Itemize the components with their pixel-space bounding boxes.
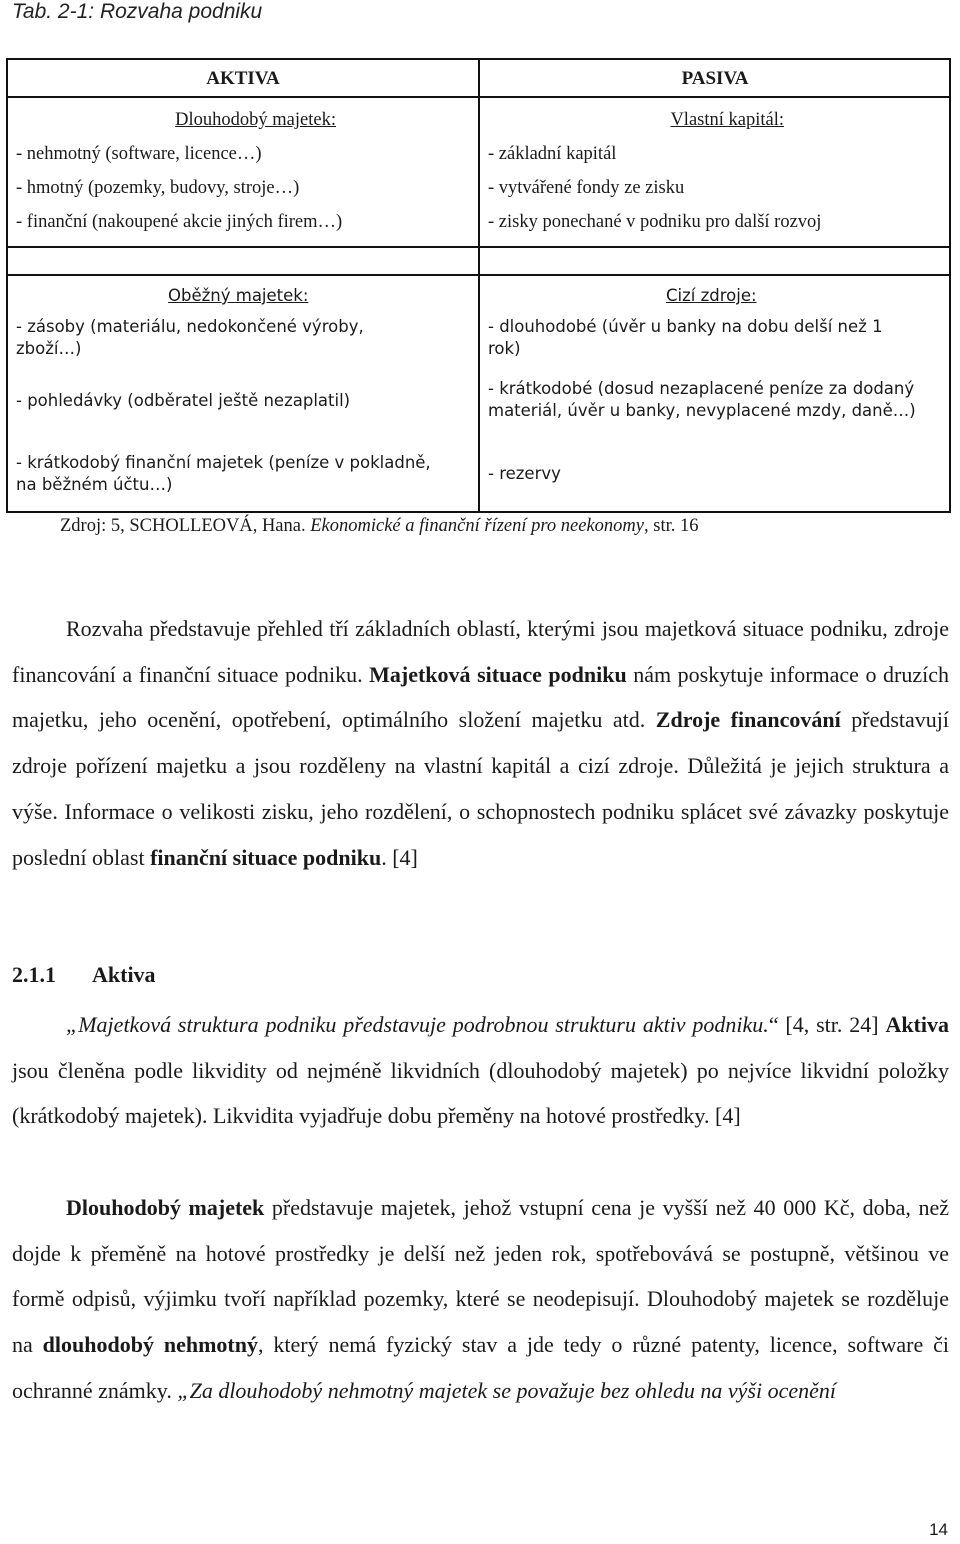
aktiva-header: AKTIVA: [206, 68, 280, 89]
obezny-item: - zásoby (materiálu, nedokončené výroby,: [16, 317, 364, 336]
paragraph-aktiva: [12, 1002, 949, 1139]
obezny-item-cont: zboží…): [16, 339, 82, 358]
table-caption: Tab. 2-1: Rozvaha podniku: [12, 0, 263, 23]
cizi-item: - dlouhodobé (úvěr u banky na dobu delší než 1: [488, 317, 883, 336]
quote-italic: „Za dlouhodobý nehmotný majetek se považuje bez ohledu na výši ocenění: [177, 1377, 836, 1403]
header-divider: [8, 96, 949, 98]
vlastni-item: - zisky ponechané v podniku pro další rozvoj: [488, 212, 822, 232]
section-title: Aktiva: [92, 962, 156, 987]
obezny-majetek-title: Oběžný majetek:: [168, 286, 309, 305]
obezny-item: - pohledávky (odběratel ještě nezaplatil): [16, 391, 351, 410]
pasiva-header: PASIVA: [681, 68, 749, 89]
bold-term: dlouhodobý nehmotný: [42, 1332, 258, 1358]
bold-term: Zdroje financování: [655, 707, 841, 733]
text-run: jsou členěna podle likvidity od nejméně likvidních (dlouhodobý majetek) po nejvíce likvidní položky (krátkodobý majetek). Likvidita vyjadřuje dobu přeměny na hotové prostředky. [4]: [12, 1057, 949, 1129]
text-run: , který nemá fyzický stav a jde tedy o různé patenty, licence, software či ochranné známky.: [12, 1332, 949, 1403]
dlouhodoby-item: - hmotný (pozemky, budovy, stroje…): [16, 178, 300, 198]
cizi-zdroje-title: Cizí zdroje:: [666, 286, 757, 305]
source-prefix: Zdroj: 5, SCHOLLEOVÁ, Hana.: [60, 516, 311, 536]
text-run: představují zdroje pořízení majetku a jsou rozděleny na vlastní kapitál a cizí zdroje. Důležitá je jejich struktura a výše. Informace o velikosti zisku, jeho rozdělení, o schopnostech podniku splácet své závazky poskytuje poslední oblast: [12, 707, 949, 870]
cizi-item: - krátkodobé (dosud nezaplacené peníze za dodaný: [488, 379, 915, 398]
cizi-item: - rezervy: [488, 464, 561, 483]
text-run: nám poskytuje informace o druzích majetku, jeho ocenění, opotřebení, optimálního složení majetku atd.: [12, 661, 949, 733]
paragraph-rozvaha: [12, 606, 949, 880]
vlastni-item: - základní kapitál: [488, 144, 617, 164]
section-divider-bottom: [8, 274, 949, 276]
text-run: “ [4, str. 24]: [768, 1012, 886, 1037]
cizi-item-cont: materiál, úvěr u banky, nevyplacené mzdy, daně…): [488, 401, 916, 420]
text-run: . [4]: [381, 844, 418, 870]
source-title: Ekonomické a finanční řízení pro neekonomy: [310, 516, 644, 536]
dlouhodoby-majetek-title: Dlouhodobý majetek:: [175, 110, 336, 130]
obezny-item-cont: na běžném účtu…): [16, 475, 173, 494]
cizi-item-cont: rok): [488, 339, 521, 358]
dlouhodoby-item: - nehmotný (software, licence…): [16, 144, 262, 164]
bold-term: finanční situace podniku: [150, 844, 382, 870]
page-number: 14: [929, 1520, 948, 1539]
vlastni-item: - vytvářené fondy ze zisku: [488, 178, 685, 198]
section-divider-top: [8, 246, 949, 248]
balance-sheet-table: [6, 58, 951, 513]
paragraph-dlouhodoby-majetek: [12, 1185, 949, 1414]
bold-term: Dlouhodobý majetek: [66, 1195, 265, 1220]
obezny-item: - krátkodobý finanční majetek (peníze v pokladně,: [16, 453, 431, 472]
section-number: 2.1.1: [12, 962, 56, 987]
section-heading: [12, 962, 156, 988]
text-run: Rozvaha představuje přehled tří základních oblastí, kterými jsou majetková situace podniku, zdroje financování a finanční situace podniku.: [12, 616, 949, 687]
dlouhodoby-item: - finanční (nakoupené akcie jiných firem…): [16, 212, 343, 232]
text-run: představuje majetek, jehož vstupní cena je vyšší než 40 000 Kč, doba, než dojde k přeměně na hotové prostředky je delší než jeden rok, spotřebovává se postupně, většinou ve formě odpisů, výjimku tvoří například pozemky, které se neodepisují. Dlouhodobý majetek se rozděluje na: [12, 1195, 949, 1358]
column-divider: [478, 60, 480, 511]
table-source: [60, 516, 698, 537]
source-suffix: , str. 16: [644, 516, 699, 536]
bold-term: Majetková situace podniku: [369, 661, 627, 687]
vlastni-kapital-title: Vlastní kapitál:: [670, 110, 784, 130]
quote-italic: „Majetková struktura podniku představuje podrobnou strukturu aktiv podniku.: [66, 1012, 769, 1037]
bold-term: Aktiva: [885, 1012, 949, 1037]
